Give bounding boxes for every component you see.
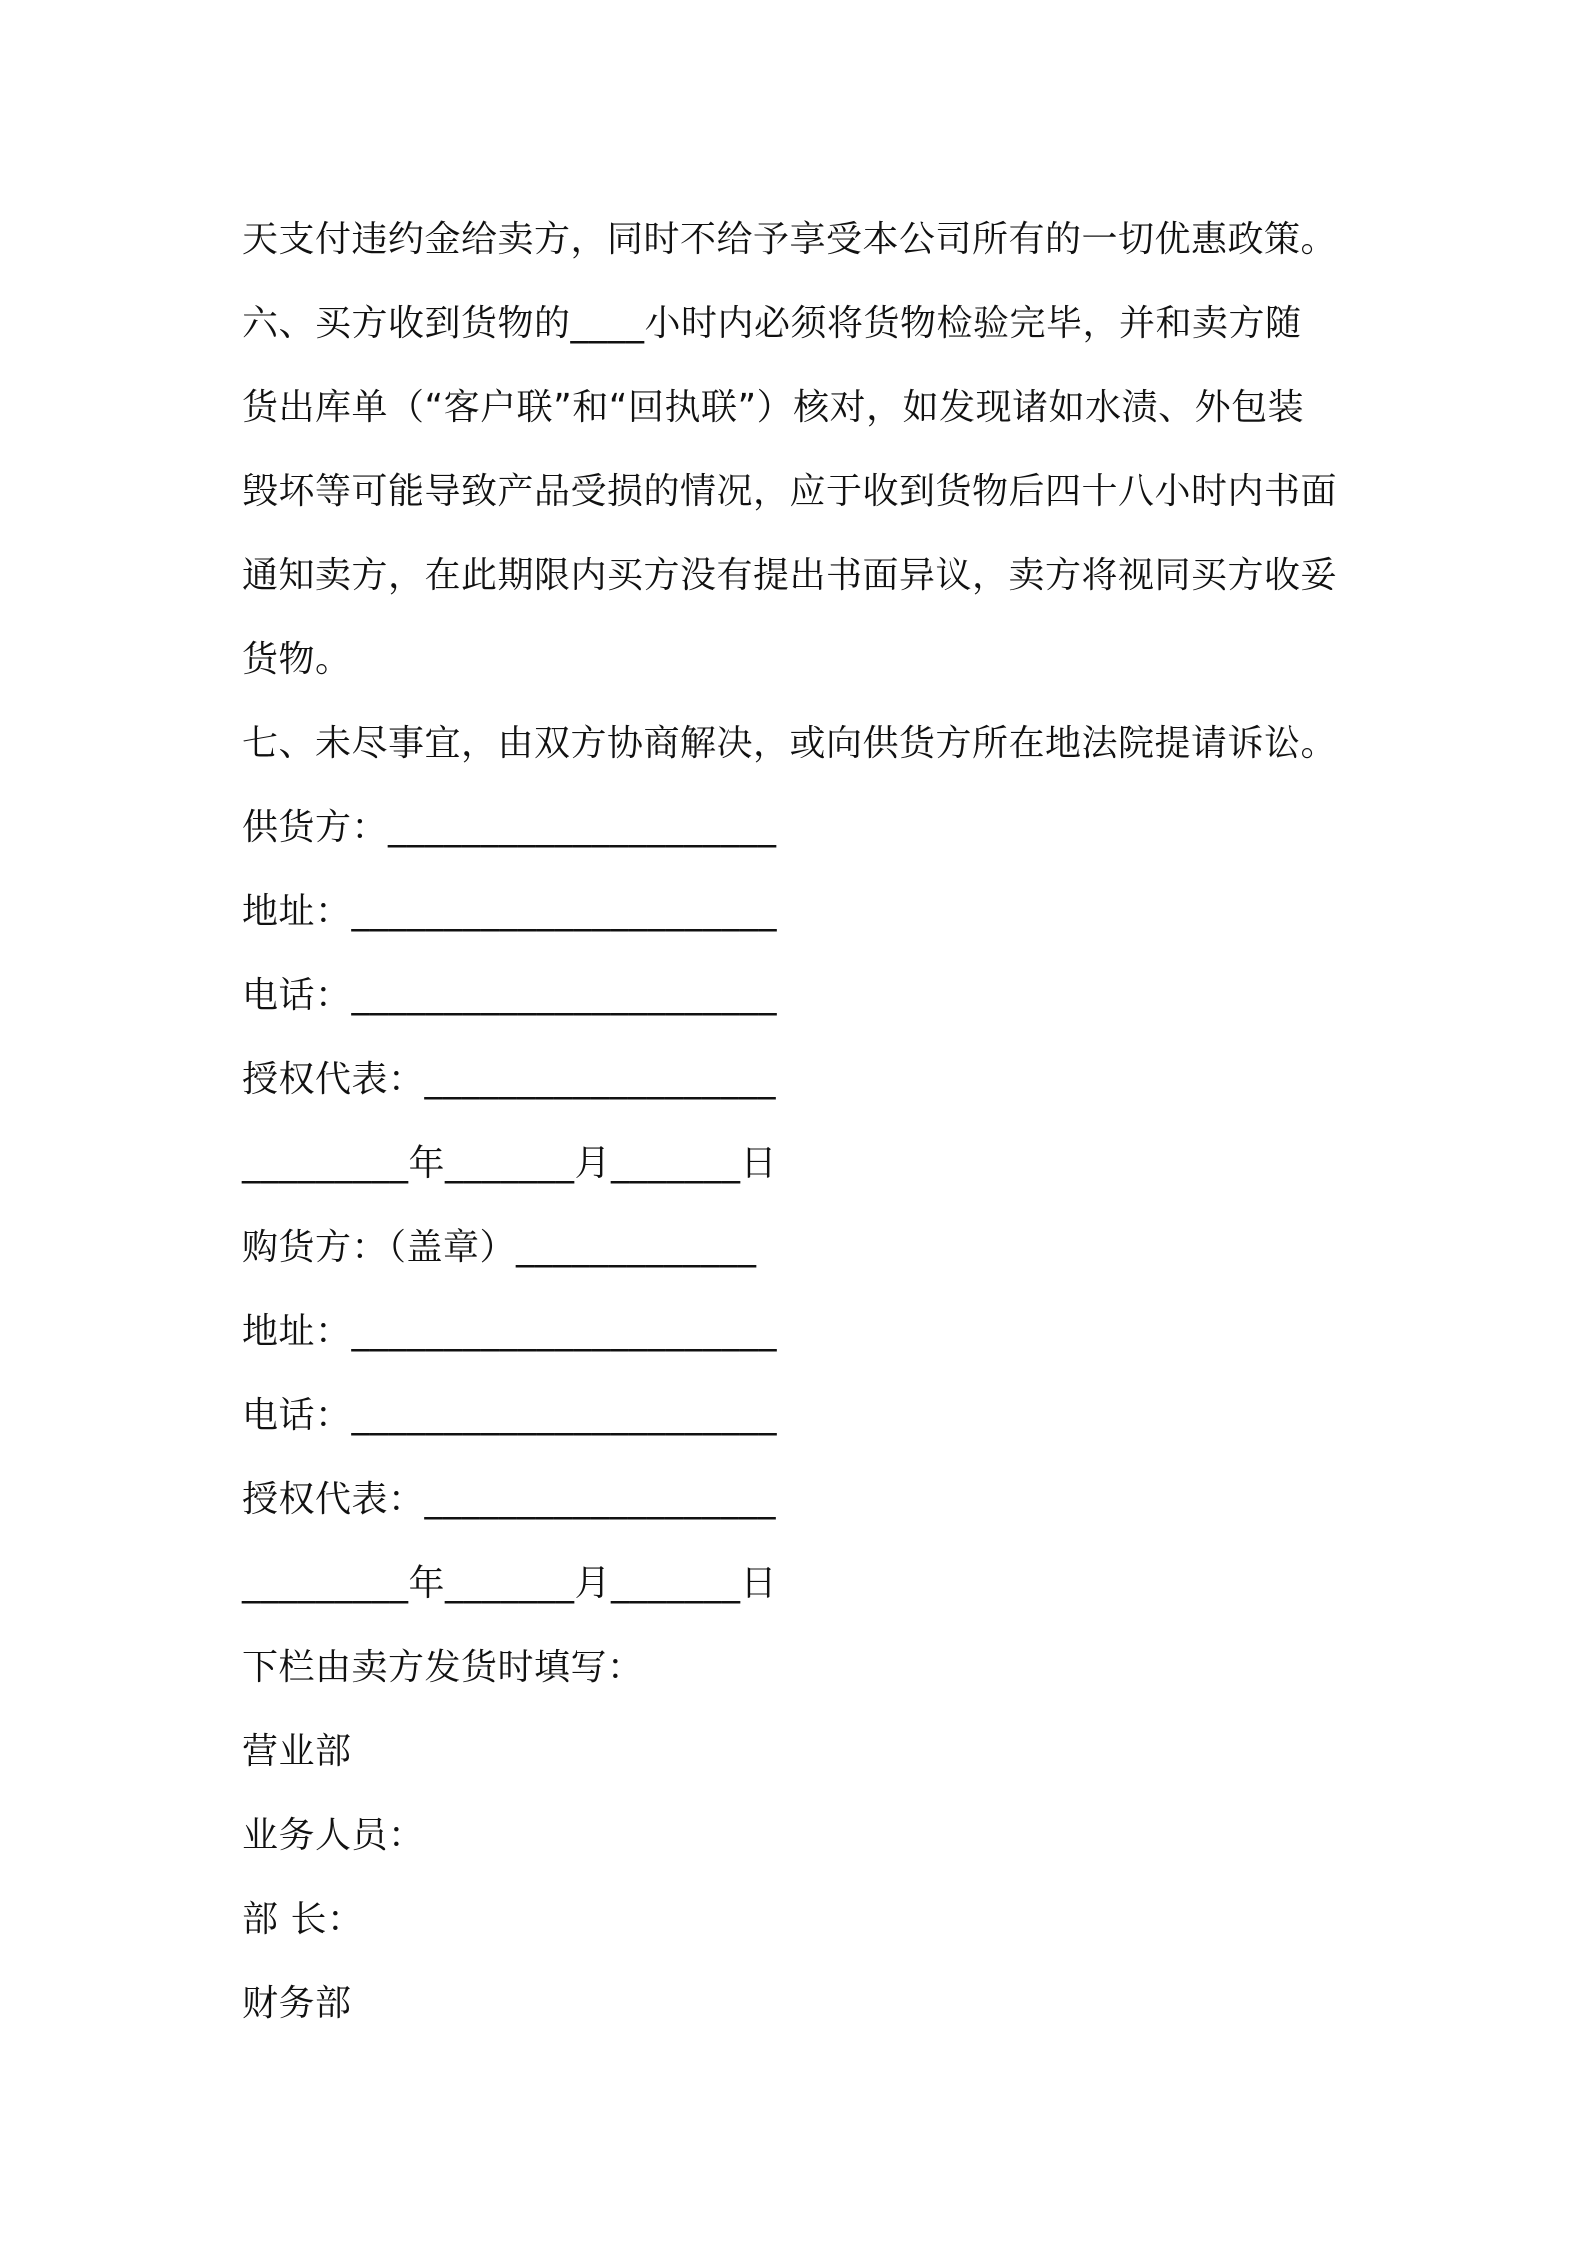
supplier-name-field: 供货方：_____________________ — [242, 807, 777, 848]
finance-department-label: 财务部 — [242, 1983, 352, 2024]
buyer-address-field: 地址：_______________________ — [242, 1311, 778, 1352]
paragraph-line: 毁坏等可能导致产品受损的情况，应于收到货物后四十八小时内书面 — [242, 471, 1338, 512]
paragraph-line: 货出库单（“客户联”和“回执联”）核对，如发现诸如水渍、外包装 — [242, 387, 1305, 428]
buyer-date-field: _________年_______月_______日 — [242, 1563, 777, 1604]
buyer-representative-field: 授权代表：___________________ — [242, 1479, 777, 1520]
paragraph-line: 天支付违约金给卖方，同时不给予享受本公司所有的一切优惠政策。 — [242, 219, 1338, 260]
supplier-representative-field: 授权代表：___________________ — [242, 1059, 777, 1100]
seller-section-heading: 下栏由卖方发货时填写： — [242, 1647, 644, 1688]
clause-seven-line: 七、未尽事宜，由双方协商解决，或向供货方所在地法院提请诉讼。 — [242, 723, 1338, 764]
sales-department-label: 营业部 — [242, 1731, 352, 1772]
paragraph-line: 通知卖方，在此期限内买方没有提出书面异议，卖方将视同买方收妥 — [242, 555, 1338, 596]
director-label: 部 长： — [242, 1899, 364, 1940]
supplier-date-field: _________年_______月_______日 — [242, 1143, 777, 1184]
supplier-phone-field: 电话：_______________________ — [242, 975, 778, 1016]
paragraph-line: 货物。 — [242, 639, 352, 680]
salesperson-label: 业务人员： — [242, 1815, 425, 1856]
document-body — [242, 198, 1352, 2046]
buyer-name-field: 购货方：（盖章）_____________ — [242, 1227, 757, 1268]
clause-six-line: 六、买方收到货物的____小时内必须将货物检验完毕，并和卖方随 — [242, 303, 1302, 344]
buyer-phone-field: 电话：_______________________ — [242, 1395, 778, 1436]
supplier-address-field: 地址：_______________________ — [242, 891, 778, 932]
